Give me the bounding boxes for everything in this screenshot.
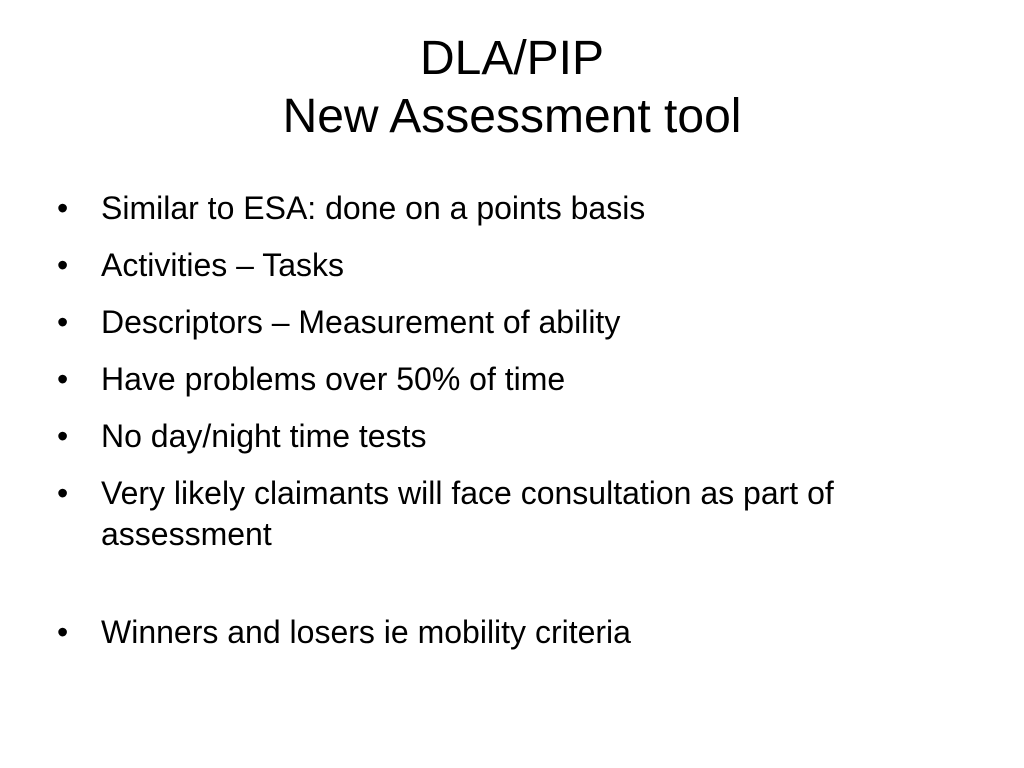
bullet-icon: • (57, 361, 69, 397)
bullet-text: Similar to ESA: done on a points basis (101, 190, 646, 226)
bullet-icon: • (57, 418, 69, 454)
bullet-item (57, 416, 957, 457)
bullet-text: Very likely claimants will face consultation as part of assessment (101, 475, 834, 552)
bullet-item (57, 359, 957, 400)
bullet-item (57, 188, 957, 229)
bullet-item (57, 473, 957, 555)
bullet-icon: • (57, 304, 69, 340)
slide-title (0, 30, 1024, 146)
bullet-icon: • (57, 247, 69, 283)
bullet-text: Winners and losers ie mobility criteria (101, 614, 631, 650)
title-line-2: New Assessment tool (282, 90, 742, 143)
title-line-1: DLA/PIP (419, 32, 605, 85)
bullet-icon: • (57, 190, 69, 226)
bullet-text: Activities – Tasks (101, 247, 345, 283)
bullet-text: Have problems over 50% of time (101, 361, 566, 397)
bullet-text: No day/night time tests (101, 418, 427, 454)
bullet-icon: • (57, 475, 69, 511)
bullet-text: Descriptors – Measurement of ability (101, 304, 621, 340)
bullet-list (57, 188, 957, 669)
bullet-item (57, 612, 957, 653)
bullet-item (57, 302, 957, 343)
bullet-item (57, 245, 957, 286)
bullet-icon: • (57, 614, 69, 650)
